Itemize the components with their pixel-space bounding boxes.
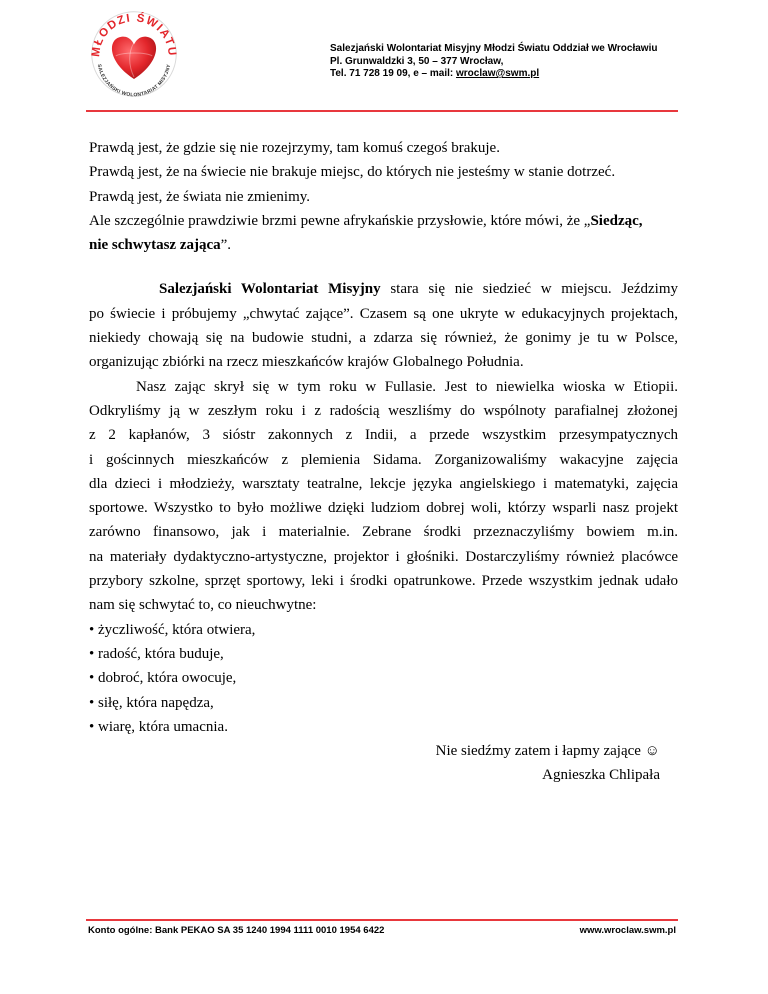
org-name-bold: Salezjański Wolontariat Misyjny xyxy=(159,281,381,298)
intro-line-5: nie schwytasz zająca”. xyxy=(89,237,232,254)
website-link[interactable]: www.wroclaw.swm.pl xyxy=(579,925,676,936)
list-item: • siłę, która napędza, xyxy=(89,694,214,711)
para2-line-10: nam się schwytać to, co nieuchwytne: xyxy=(89,597,317,614)
closing-slogan: Nie siedźmy zatem i łapmy zające ☺ xyxy=(435,743,660,760)
para2-line-2: Odkryliśmy ją w zeszłym roku i z radością weszliśmy do wspólnoty parafialnej złożonej xyxy=(89,402,678,419)
para1-line-4: organizując zbiórki na rzecz mieszkańców krajów Globalnego Południa. xyxy=(89,354,524,371)
footer-divider xyxy=(86,919,678,921)
org-phone: Tel. 71 728 19 09, e – mail: xyxy=(330,68,457,79)
list-item: • życzliwość, która otwiera, xyxy=(89,621,256,638)
intro-line-3: Prawdą jest, że świata nie zmienimy. xyxy=(89,188,311,205)
org-address: Pl. Grunwaldzki 3, 50 – 377 Wrocław, xyxy=(330,55,504,67)
intro-line-4: Ale szczególnie prawdziwie brzmi pewne afrykańskie przysłowie, które mówi, że „Siedząc, xyxy=(89,212,643,229)
author-signature: Agnieszka Chlipała xyxy=(542,767,660,784)
org-name: Salezjański Wolontariat Misyjny Młodzi Światu Oddział we Wrocławiu xyxy=(330,43,658,54)
list-item: • radość, która buduje, xyxy=(89,645,224,662)
para2-line-1: Nasz zając skrył się w tym roku w Fullasie. Jest to niewielka wioska w Etiopii. xyxy=(136,378,678,395)
para2-line-4: i gościnnych mieszkańców z plemienia Sidama. Zorganizowaliśmy wakacyjne zajęcia xyxy=(89,451,678,468)
proverb-bold-end: nie schwytasz zająca xyxy=(89,237,221,254)
letter-body xyxy=(89,136,678,788)
para1-line-1: Salezjański Wolontariat Misyjny stara się nie siedzieć w miejscu. Jeździmy xyxy=(159,281,678,298)
list-item: • wiarę, która umacnia. xyxy=(89,718,228,735)
intro-line-2: Prawdą jest, że na świecie nie brakuje miejsc, do których nie jesteśmy w stanie dotrzeć. xyxy=(89,164,616,181)
org-contact xyxy=(330,68,657,81)
logo-text-top: MŁODZI ŚWIATU xyxy=(90,12,178,58)
para2-line-6: sportowe. Wszystko to było możliwe dzięki ludziom dobrej woli, którzy wsparli nasz projekt xyxy=(89,500,678,517)
proverb-bold-start: Siedząc, xyxy=(590,212,643,229)
header-divider xyxy=(86,110,678,112)
org-email-link[interactable]: wroclaw@swm.pl xyxy=(456,68,540,79)
para2-line-3: z 2 kapłanów, 3 sióstr zakonnych z Indii, a przede wszystkim przesympatycznych xyxy=(89,427,678,444)
bank-account: Konto ogólne: Bank PEKAO SA 35 1240 1994 1111 0010 1954 6422 xyxy=(88,925,385,936)
para2-line-5: dla dzieci i młodzieży, warsztaty teatralne, lekcje języka angielskiego i matematyki, zajęcia xyxy=(89,475,678,492)
logo-text-bottom: SALEZJAŃSKI WOLONTARIAT MISYJNY xyxy=(95,63,173,99)
intro-line-1: Prawdą jest, że gdzie się nie rozejrzymy, tam komuś czegoś brakuje. xyxy=(89,140,500,156)
list-item: • dobroć, która owocuje, xyxy=(89,670,237,687)
para2-line-8: na materiały dydaktyczno-artystyczne, projektor i głośniki. Dostarczyliśmy również placówce xyxy=(89,548,678,565)
para1-line-2: po świecie i próbujemy „chwytać zające”. Czasem są one ukryte w edukacyjnych projektach, xyxy=(89,305,678,322)
para2-line-7: zarówno finansowo, jak i materialnie. Zebrane środki przeznaczyliśmy bowiem m.in. xyxy=(89,524,678,541)
org-header xyxy=(330,43,657,81)
para2-line-9: przybory szkolne, sprzęt sportowy, leki i środki opatrunkowe. Przede wszystkim jednak udało xyxy=(89,573,678,590)
logo-icon xyxy=(86,6,182,102)
para1-line-3: niekiedy chowają się na budowie studni, a zdarza się również, że gonimy je tu w Polsce, xyxy=(89,330,678,347)
